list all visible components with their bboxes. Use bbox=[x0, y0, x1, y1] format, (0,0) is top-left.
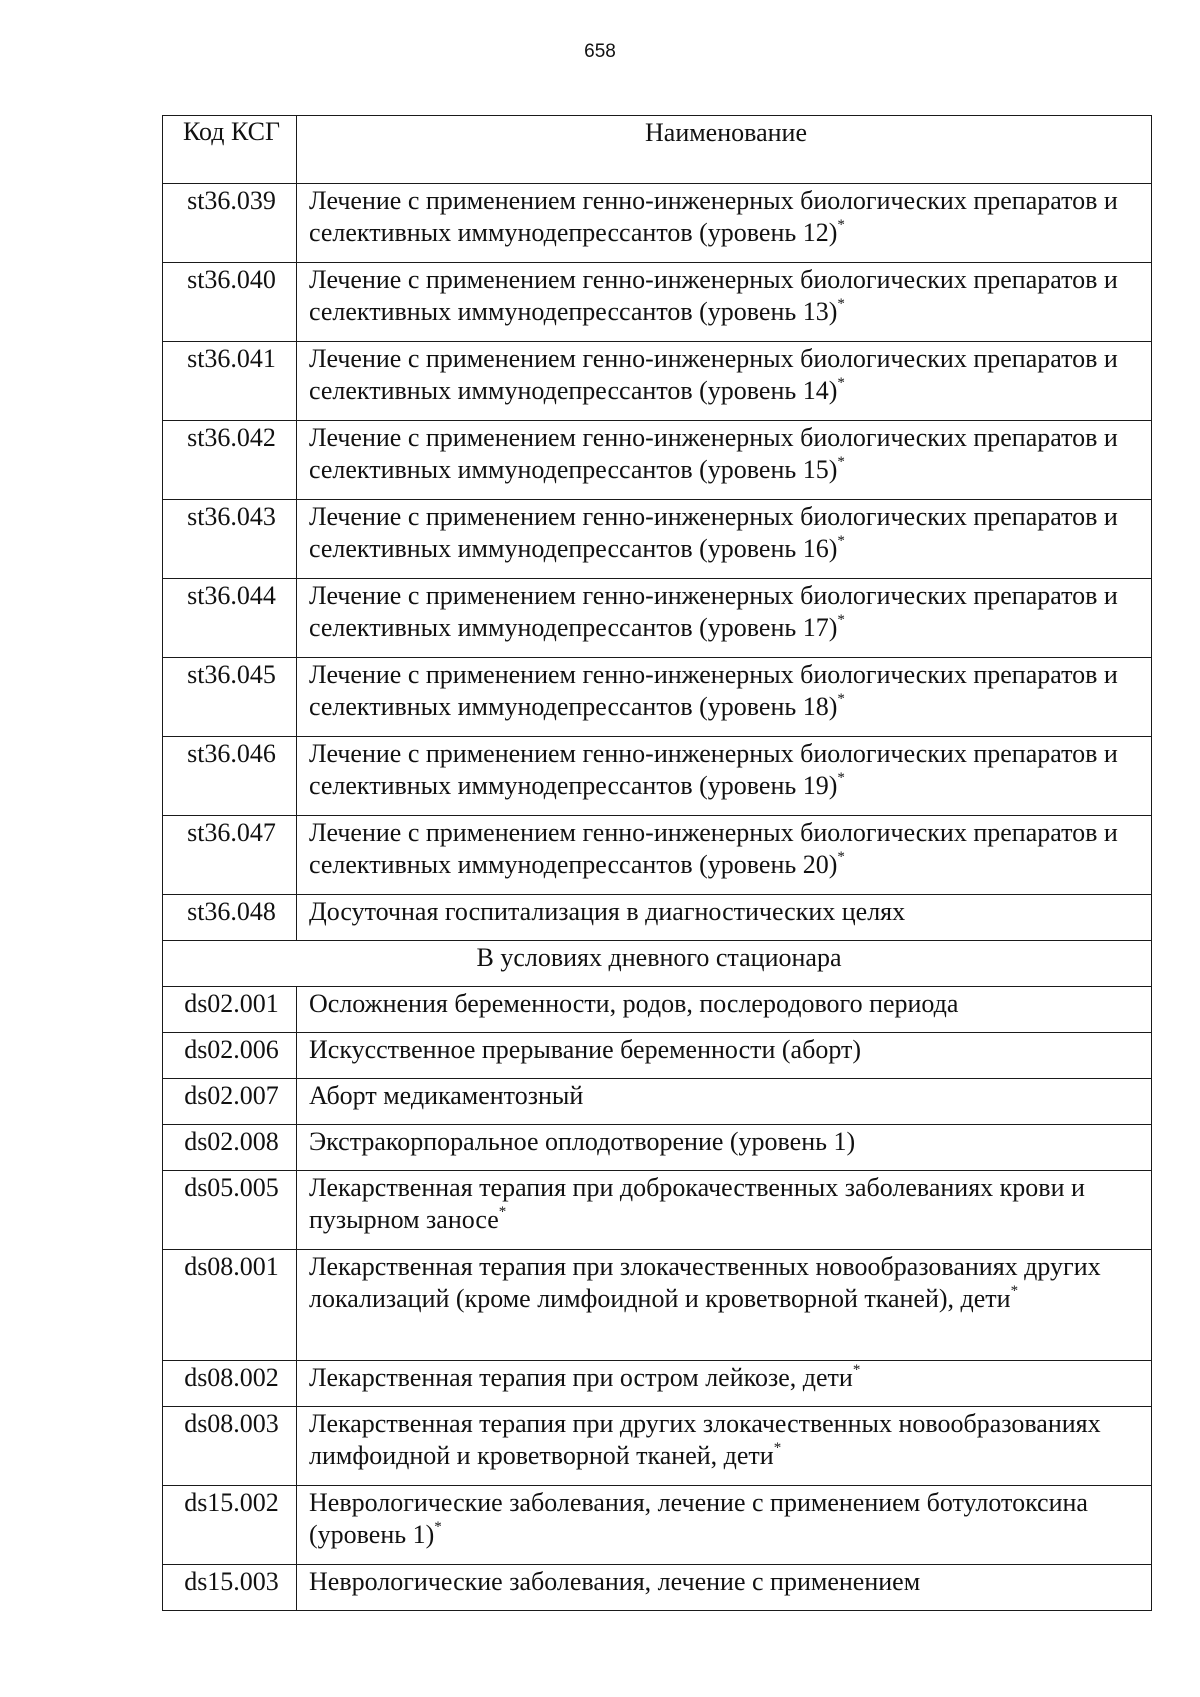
ksg-name-text: Неврологические заболевания, лечение с применением bbox=[309, 1567, 921, 1596]
ksg-name-text: Лечение с применением генно-инженерных биологических препаратов и селективных иммунодепрессантов (уровень 14) bbox=[309, 344, 1118, 405]
ksg-name bbox=[297, 1486, 1152, 1565]
ksg-code: st36.048 bbox=[163, 895, 297, 941]
ksg-name bbox=[297, 1033, 1152, 1079]
ksg-name-text: Лечение с применением генно-инженерных биологических препаратов и селективных иммунодепрессантов (уровень 16) bbox=[309, 502, 1118, 563]
table-row bbox=[163, 263, 1152, 342]
ksg-name bbox=[297, 1079, 1152, 1125]
table-row bbox=[163, 1361, 1152, 1407]
footnote-mark: * bbox=[837, 533, 845, 550]
footnote-mark: * bbox=[837, 849, 845, 866]
ksg-name bbox=[297, 1250, 1152, 1361]
header-code: Код КСГ bbox=[163, 116, 297, 184]
ksg-code: ds02.001 bbox=[163, 987, 297, 1033]
table-row bbox=[163, 1125, 1152, 1171]
ksg-name bbox=[297, 816, 1152, 895]
footnote-mark: * bbox=[852, 1362, 861, 1379]
table-row bbox=[163, 1565, 1152, 1611]
ksg-name-text: Экстракорпоральное оплодотворение (уровень 1) bbox=[309, 1127, 856, 1156]
ksg-code: st36.039 bbox=[163, 184, 297, 263]
ksg-name-text: Аборт медикаментозный bbox=[309, 1081, 584, 1110]
table-row bbox=[163, 1033, 1152, 1079]
ksg-name bbox=[297, 1171, 1152, 1250]
ksg-code: ds05.005 bbox=[163, 1171, 297, 1250]
footnote-mark: * bbox=[434, 1519, 442, 1536]
ksg-code: ds15.003 bbox=[163, 1565, 297, 1611]
ksg-name-text: Лечение с применением генно-инженерных биологических препаратов и селективных иммунодепрессантов (уровень 19) bbox=[309, 739, 1118, 800]
ksg-name bbox=[297, 184, 1152, 263]
ksg-name-text: Неврологические заболевания, лечение с применением ботулотоксина (уровень 1) bbox=[309, 1488, 1088, 1549]
ksg-code: ds08.001 bbox=[163, 1250, 297, 1361]
footnote-mark: * bbox=[1010, 1283, 1019, 1300]
ksg-name bbox=[297, 342, 1152, 421]
table-row bbox=[163, 342, 1152, 421]
table-row bbox=[163, 1079, 1152, 1125]
ksg-code: st36.044 bbox=[163, 579, 297, 658]
ksg-name bbox=[297, 263, 1152, 342]
ksg-code: st36.043 bbox=[163, 500, 297, 579]
section-row bbox=[163, 941, 1152, 987]
footnote-mark: * bbox=[837, 217, 845, 234]
footnote-mark: * bbox=[837, 770, 845, 787]
table-row bbox=[163, 184, 1152, 263]
ksg-code: ds02.007 bbox=[163, 1079, 297, 1125]
ksg-name-text: Лекарственная терапия при доброкачественных заболеваниях крови и пузырном заносе bbox=[309, 1173, 1085, 1234]
ksg-code: st36.040 bbox=[163, 263, 297, 342]
ksg-name bbox=[297, 579, 1152, 658]
footnote-mark: * bbox=[837, 454, 845, 471]
ksg-code: st36.041 bbox=[163, 342, 297, 421]
ksg-name bbox=[297, 421, 1152, 500]
ksg-code: st36.047 bbox=[163, 816, 297, 895]
table-header-row bbox=[163, 116, 1152, 184]
ksg-name-text: Лечение с применением генно-инженерных биологических препаратов и селективных иммунодепрессантов (уровень 17) bbox=[309, 581, 1118, 642]
table-row bbox=[163, 987, 1152, 1033]
ksg-code: ds15.002 bbox=[163, 1486, 297, 1565]
ksg-name bbox=[297, 737, 1152, 816]
ksg-name-text: Досуточная госпитализация в диагностических целях bbox=[309, 897, 906, 926]
ksg-name-text: Лечение с применением генно-инженерных биологических препаратов и селективных иммунодепрессантов (уровень 13) bbox=[309, 265, 1118, 326]
ksg-name-text: Лечение с применением генно-инженерных биологических препаратов и селективных иммунодепрессантов (уровень 18) bbox=[309, 660, 1118, 721]
ksg-code: st36.042 bbox=[163, 421, 297, 500]
footnote-mark: * bbox=[773, 1440, 782, 1457]
table-row bbox=[163, 1171, 1152, 1250]
ksg-name bbox=[297, 1565, 1152, 1611]
ksg-code: st36.045 bbox=[163, 658, 297, 737]
ksg-name bbox=[297, 1361, 1152, 1407]
table-row bbox=[163, 579, 1152, 658]
footnote-mark: * bbox=[837, 612, 845, 629]
footnote-mark: * bbox=[837, 296, 845, 313]
ksg-code: ds02.008 bbox=[163, 1125, 297, 1171]
ksg-name-text: Лечение с применением генно-инженерных биологических препаратов и селективных иммунодепрессантов (уровень 15) bbox=[309, 423, 1118, 484]
ksg-name-text: Лечение с применением генно-инженерных биологических препаратов и селективных иммунодепрессантов (уровень 12) bbox=[309, 186, 1118, 247]
ksg-name-text: Лекарственная терапия при злокачественных новообразованиях других локализаций (кроме лимфоидной и кроветворной тканей), дети bbox=[309, 1252, 1101, 1313]
footnote-mark: * bbox=[498, 1204, 507, 1221]
ksg-name bbox=[297, 1125, 1152, 1171]
ksg-name-text: Лекарственная терапия при других злокачественных новообразованиях лимфоидной и кроветворной тканей, дети bbox=[309, 1409, 1101, 1470]
ksg-name-text: Лечение с применением генно-инженерных биологических препаратов и селективных иммунодепрессантов (уровень 20) bbox=[309, 818, 1118, 879]
table-row bbox=[163, 500, 1152, 579]
table-row bbox=[163, 421, 1152, 500]
table-row bbox=[163, 1250, 1152, 1361]
header-name: Наименование bbox=[297, 116, 1152, 184]
ksg-table bbox=[162, 115, 1152, 1611]
page-number: 658 bbox=[584, 41, 616, 62]
table-row bbox=[163, 658, 1152, 737]
ksg-code: st36.046 bbox=[163, 737, 297, 816]
ksg-code: ds02.006 bbox=[163, 1033, 297, 1079]
ksg-name-text: Лекарственная терапия при остром лейкозе, дети bbox=[309, 1363, 853, 1392]
footnote-mark: * bbox=[837, 375, 845, 392]
table-row bbox=[163, 895, 1152, 941]
ksg-code: ds08.002 bbox=[163, 1361, 297, 1407]
ksg-name-text: Искусственное прерывание беременности (аборт) bbox=[309, 1035, 861, 1064]
table-row bbox=[163, 1486, 1152, 1565]
ksg-name bbox=[297, 658, 1152, 737]
ksg-name-text: Осложнения беременности, родов, послеродового периода bbox=[309, 989, 959, 1018]
ksg-code: ds08.003 bbox=[163, 1407, 297, 1486]
footnote-mark: * bbox=[837, 691, 845, 708]
section-label: В условиях дневного стационара bbox=[163, 941, 1152, 987]
table-row bbox=[163, 1407, 1152, 1486]
ksg-name bbox=[297, 1407, 1152, 1486]
ksg-name bbox=[297, 987, 1152, 1033]
ksg-name bbox=[297, 500, 1152, 579]
table-row bbox=[163, 816, 1152, 895]
table-row bbox=[163, 737, 1152, 816]
ksg-name bbox=[297, 895, 1152, 941]
